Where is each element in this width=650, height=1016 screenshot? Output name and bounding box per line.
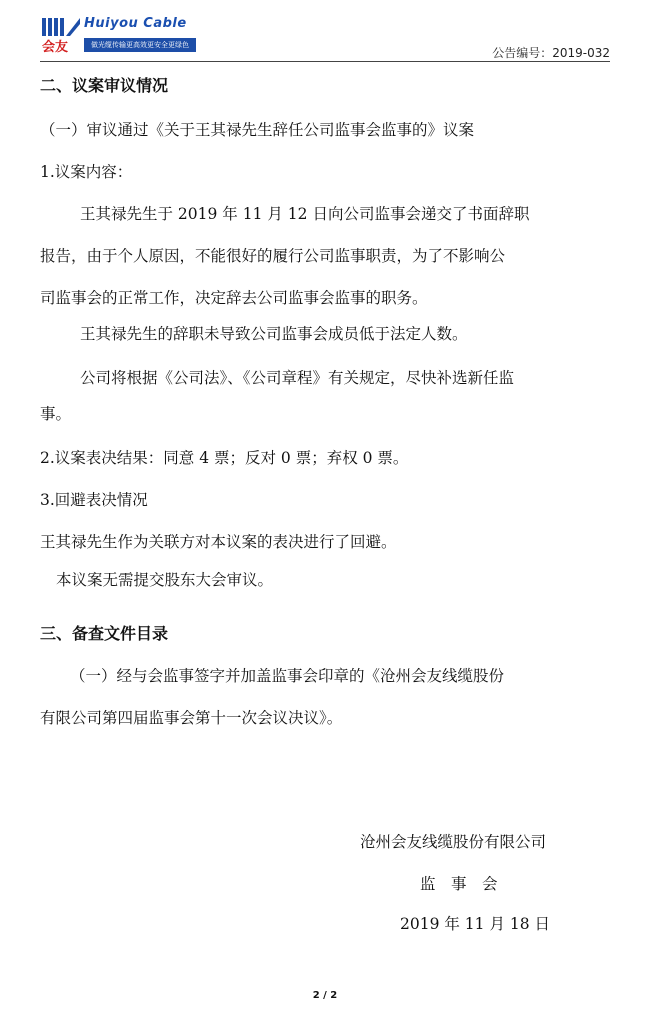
svg-text:会友: 会友: [42, 40, 69, 54]
page-number: 2 / 2: [312, 990, 338, 1001]
paragraph-line: 公司将根据《公司法》、《公司章程》有关规定，尽快补选新任监: [80, 369, 515, 387]
paragraph-line: 王其禄先生于 2019 年 11 月 12 日向公司监事会递交了书面辞职: [80, 205, 530, 223]
recusal-label: 3.回避表决情况: [40, 491, 148, 509]
signature-date: 2019 年 11 月 18 日: [400, 915, 551, 933]
section-heading-2: 二、议案审议情况: [40, 76, 169, 95]
signature-board: 监 事 会: [420, 875, 498, 893]
logo-mark-icon: [40, 16, 82, 54]
shareholder-note: 本议案无需提交股东大会审议。: [56, 571, 274, 589]
reference-doc-line: 有限公司第四届监事会第十一次会议决议》。: [40, 709, 343, 727]
paragraph-line: 事。: [40, 405, 72, 423]
paragraph-line: 报告，由于个人原因，不能很好的履行公司监事职责，为了不影响公: [40, 247, 506, 265]
section-heading-3: 三、备查文件目录: [40, 624, 169, 643]
vote-result: 2.议案表决结果：同意 4 票；反对 0 票；弃权 0 票。: [40, 449, 409, 467]
paragraph-line: 司监事会的正常工作，决定辞去公司监事会监事的职务。: [40, 289, 428, 307]
signature-company: 沧州会友线缆股份有限公司: [360, 833, 547, 851]
company-logo: [40, 14, 200, 56]
recusal-text: 王其禄先生作为关联方对本议案的表决进行了回避。: [40, 533, 397, 551]
page-header: [40, 14, 610, 60]
logo-brand-text: Huiyou Cable: [84, 16, 187, 31]
motion-title: （一）审议通过《关于王其禄先生辞任公司监事会监事的》议案: [40, 121, 475, 139]
reference-doc-line: （一）经与会监事签字并加盖监事会印章的《沧州会友线缆股份: [70, 667, 505, 685]
motion-content-label: 1.议案内容：: [40, 163, 133, 181]
logo-slogan: 做光缆传输更高效更安全更绿色: [84, 38, 196, 52]
notice-number: 公告编号：2019-032: [492, 46, 610, 60]
header-rule: [40, 61, 610, 62]
paragraph-line: 王其禄先生的辞职未导致公司监事会成员低于法定人数。: [80, 325, 468, 343]
